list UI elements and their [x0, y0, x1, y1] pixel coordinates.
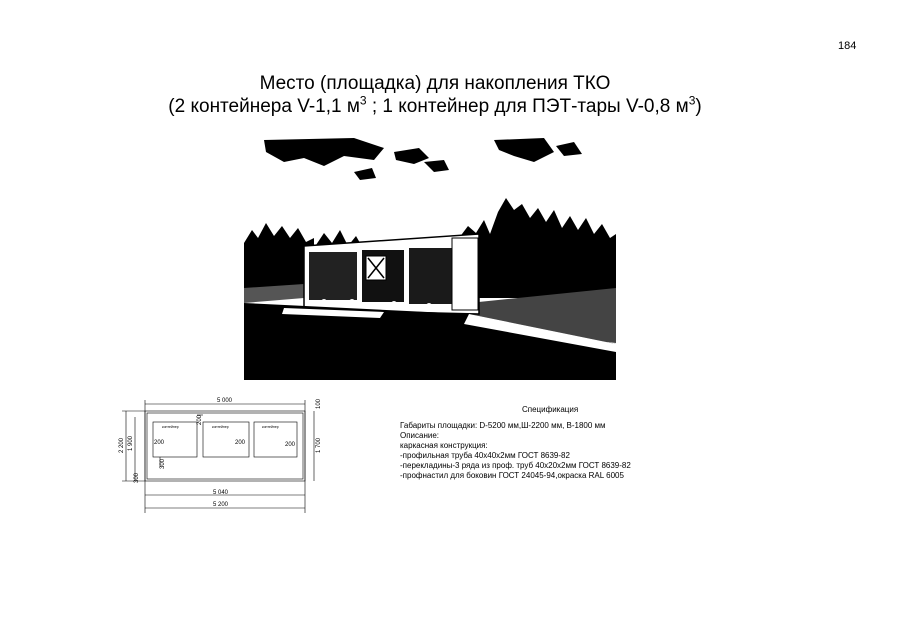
container-label-1: контейнер	[162, 425, 179, 429]
dim-left-inner: 1 900	[128, 435, 134, 451]
dim-inside-a: 200	[154, 440, 165, 446]
site-plan-drawing	[110, 395, 340, 525]
dim-left-outer: 2 200	[119, 437, 125, 453]
dim-inside-c: 200	[285, 442, 296, 448]
dim-right-height: 1 700	[316, 437, 322, 453]
container-label-3: контейнер	[262, 425, 279, 429]
dim-inside-b: 200	[235, 440, 246, 446]
spec-line-frame: каркасная конструкция:	[400, 441, 488, 450]
dim-top: 5 000	[217, 398, 233, 404]
dim-gap-bottom: 300	[160, 458, 166, 469]
dim-right-top: 100	[316, 398, 322, 409]
container-label-2: контейнер	[212, 425, 229, 429]
spec-line-description: Описание:	[400, 431, 440, 440]
title-line-1: Место (площадка) для накопления ТКО	[259, 73, 611, 94]
specification	[400, 405, 700, 481]
title-line-2: (2 контейнера V-1,1 $м^3$ ; 1 контейнер для ПЭТ-тары V-0,8 $м^3$)	[168, 93, 702, 117]
dim-gap-top: 200	[197, 414, 203, 425]
spec-line-sheeting: -профнастил для боковин ГОСТ 24045-94,окраска RAL 6005	[400, 471, 624, 480]
spec-line-dimensions: Габариты площадки: D-5200 мм,Ш-2200 мм, В-1800 мм	[400, 421, 606, 430]
spec-line-profile-pipe: -профильная труба 40х40х2мм ГОСТ 8639-82	[400, 451, 570, 460]
spec-line-crossbars: -перекладины-3 ряда из проф. труб 40х20х2мм ГОСТ 8639-82	[400, 461, 631, 470]
dim-left-small: 300	[134, 472, 140, 483]
site-photo	[244, 138, 616, 380]
page-title	[0, 72, 870, 118]
dim-bottom-outer: 5 200	[213, 502, 229, 508]
dim-bottom-inner: 5 040	[213, 490, 229, 496]
page-number: 184	[838, 40, 857, 52]
spec-title: Спецификация	[522, 405, 579, 414]
